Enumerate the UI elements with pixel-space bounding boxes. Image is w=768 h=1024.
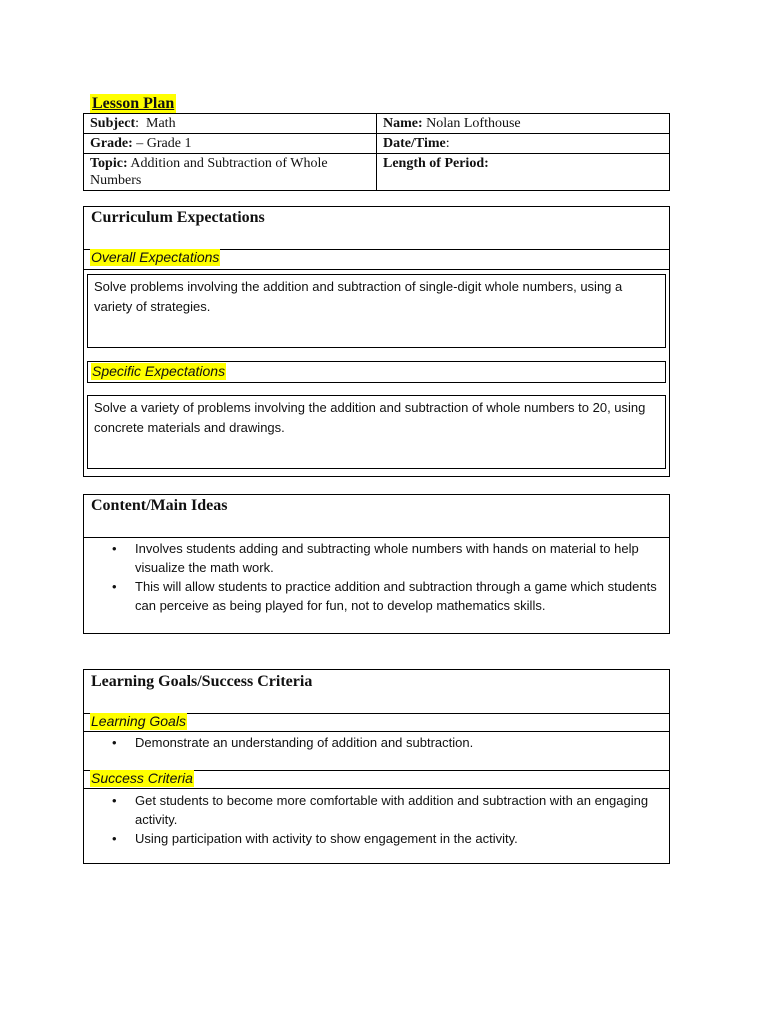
grade-value: – Grade 1 — [136, 136, 192, 151]
document-title: Lesson Plan — [92, 95, 175, 112]
overall-expectations-text: Solve problems involving the addition and subtraction of single-digit whole numbers, using a variety of strategies. — [94, 279, 623, 314]
specific-expectations-text: Solve a variety of problems involving the addition and subtraction of whole numbers to 20, using concrete materials and drawings. — [94, 400, 646, 435]
topic-label: Topic: — [90, 156, 128, 171]
topic-cell — [84, 154, 377, 191]
learning-goals-heading: Learning Goals/Success Criteria — [91, 673, 313, 690]
subject-cell: Subject: Math — [84, 114, 377, 134]
learning-goals-list — [84, 733, 669, 752]
learning-goals-section — [83, 669, 670, 864]
grade-cell — [84, 134, 377, 154]
length-cell — [377, 154, 670, 191]
curriculum-heading: Curriculum Expectations — [91, 209, 265, 226]
name-label: Name: — [383, 116, 423, 131]
specific-expectations-box — [87, 395, 666, 469]
list-item: • Involves students adding and subtracting whole numbers with hands on material to help visualize the math work. — [112, 541, 639, 575]
topic-value: Addition and Subtraction of Whole Numbers — [90, 156, 328, 188]
grade-label: Grade: — [90, 136, 133, 151]
divider — [84, 269, 669, 270]
subject-label: Subject — [90, 116, 136, 131]
content-heading: Content/Main Ideas — [91, 497, 228, 514]
success-criteria-label: Success Criteria — [91, 770, 193, 786]
specific-expectations-label-box — [87, 361, 666, 383]
datetime-cell: Date/Time: — [377, 134, 670, 154]
divider — [84, 731, 669, 732]
list-item: • This will allow students to practice addition and subtraction through a game which students can perceive as being played for fun, not to develop mathematics skills. — [112, 579, 657, 613]
overall-expectations-label: Overall Expectations — [91, 249, 220, 265]
specific-expectations-label: Specific Expectations — [92, 363, 226, 379]
list-item: • Get students to become more comfortable with addition and subtraction with an engaging activity. — [112, 793, 649, 827]
list-item: • Demonstrate an understanding of addition and subtraction. — [112, 735, 474, 750]
datetime-label: Date/Time — [383, 136, 446, 151]
overall-expectations-box — [87, 274, 666, 348]
list-item: • Using participation with activity to show engagement in the activity. — [112, 831, 518, 846]
name-cell — [377, 114, 670, 134]
learning-goals-label: Learning Goals — [91, 713, 186, 729]
content-section — [83, 494, 670, 634]
divider — [84, 537, 669, 538]
curriculum-section — [83, 206, 670, 477]
lesson-info-table — [83, 113, 670, 191]
content-bullet-list — [84, 539, 669, 615]
name-value: Nolan Lofthouse — [426, 116, 521, 131]
divider — [84, 788, 669, 789]
subject-value: Math — [146, 116, 176, 131]
length-label: Length of Period: — [383, 156, 489, 171]
success-criteria-list — [84, 791, 669, 848]
